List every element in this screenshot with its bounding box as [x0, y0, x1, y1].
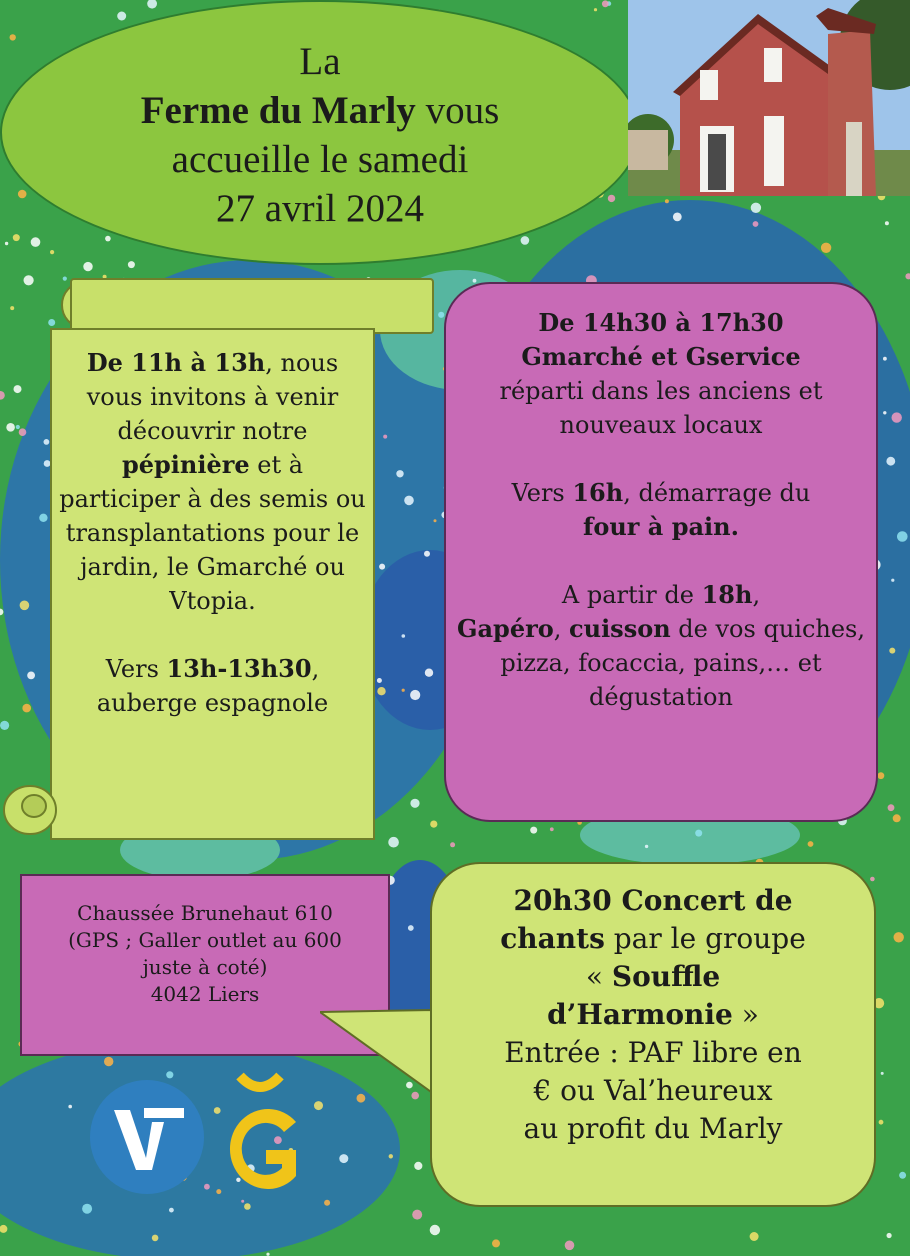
- address-line-4: 4042 Liers: [150, 982, 260, 1006]
- confetti-dot: [19, 428, 27, 436]
- title-line-1: La: [299, 39, 341, 83]
- address-line-2: (GPS ; Galler outlet au 600: [68, 928, 342, 952]
- confetti-dot: [550, 827, 554, 831]
- confetti-dot: [383, 435, 387, 439]
- confetti-dot: [22, 704, 31, 713]
- group-name-b: [442, 996, 864, 1034]
- confetti-dot: [18, 190, 27, 199]
- title-line-2: [141, 86, 500, 135]
- morning-activity: [58, 346, 367, 618]
- confetti-dot: [20, 601, 30, 611]
- confetti-dot: [430, 821, 437, 828]
- confetti-dot: [152, 1235, 159, 1242]
- confetti-dot: [414, 1162, 422, 1170]
- confetti-dot: [887, 1233, 892, 1238]
- lunch-prefix: Vers: [105, 655, 167, 683]
- confetti-dot: [44, 439, 50, 445]
- confetti-dot: [870, 877, 875, 882]
- concert-bubble: [430, 862, 876, 1207]
- confetti-dot: [244, 1203, 251, 1210]
- confetti-dot: [105, 236, 111, 242]
- confetti-dot: [388, 837, 399, 848]
- confetti-dot: [14, 385, 22, 393]
- confetti-dot: [425, 669, 433, 677]
- morning-text-b: et à participer à des semis ou transplantations pour le jardin, le Gmarché ou Vtopia.: [59, 451, 366, 615]
- vtopia-v-logo-icon: [88, 1078, 206, 1196]
- afternoon-time-text: De 14h30 à 17h30: [538, 308, 784, 337]
- confetti-dot: [899, 1172, 906, 1179]
- address-line-1: Chaussée Brunehaut 610: [77, 901, 333, 925]
- confetti-dot: [602, 0, 609, 7]
- confetti-dot: [389, 1154, 393, 1158]
- scroll-curl-bottom: [0, 782, 60, 842]
- market-title-text: Gmarché et Gservice: [521, 342, 801, 371]
- evening-info: [456, 578, 866, 714]
- confetti-dot: [608, 195, 615, 202]
- confetti-dot: [402, 689, 405, 692]
- confetti-dot: [412, 1210, 422, 1220]
- confetti-dot: [878, 772, 885, 779]
- confetti-dot: [117, 12, 126, 21]
- confetti-dot: [673, 213, 682, 222]
- confetti-dot: [750, 1232, 759, 1241]
- confetti-dot: [10, 34, 16, 40]
- quote-close: »: [732, 998, 759, 1031]
- lunch-text: auberge espagnole: [96, 689, 329, 717]
- morning-text-a: , nous vous invitons à venir découvrir notre: [86, 349, 339, 445]
- confetti-dot: [883, 357, 887, 361]
- confetti-dot: [83, 262, 92, 271]
- confetti-dot: [402, 634, 406, 638]
- confetti-dot: [50, 250, 54, 254]
- confetti-dot: [886, 457, 895, 466]
- title-line-3: accueille le samedi: [171, 137, 469, 181]
- confetti-dot: [891, 579, 894, 582]
- concert-headline-b: [442, 920, 864, 958]
- confetti-dot: [241, 1200, 244, 1203]
- morning-scroll: [50, 328, 375, 840]
- lunch-suffix: ,: [311, 655, 320, 683]
- afternoon-box: [444, 282, 878, 822]
- confetti-dot: [753, 221, 759, 227]
- title-line-2-rest: vous: [415, 88, 500, 132]
- confetti-dot: [450, 842, 455, 847]
- confetti-dot: [5, 242, 8, 245]
- confetti-dot: [881, 1072, 884, 1075]
- confetti-dot: [13, 234, 20, 241]
- confetti-dot: [883, 411, 886, 414]
- confetti-dot: [27, 672, 35, 680]
- apero-word: Gapéro: [456, 614, 554, 643]
- farm-house-photo: [628, 0, 910, 196]
- evening-suffix: ,: [752, 581, 761, 609]
- event-date: 27 avril 2024: [216, 186, 424, 230]
- confetti-dot: [473, 279, 477, 283]
- pepiniere-word: pépinière: [121, 450, 250, 479]
- confetti-dot: [645, 845, 648, 848]
- confetti-dot: [266, 1253, 269, 1256]
- oven-info: [456, 476, 866, 544]
- confetti-dot: [377, 678, 382, 683]
- oven-mid: , démarrage du: [623, 479, 811, 507]
- confetti-dot: [377, 687, 385, 695]
- concert-entry: Entrée : PAF libre en: [504, 1036, 802, 1069]
- concert-chants: chants: [500, 922, 605, 955]
- confetti-dot: [492, 1239, 500, 1247]
- confetti-dot: [665, 199, 669, 203]
- oven-prefix: Vers: [511, 479, 573, 507]
- evening-sep: ,: [553, 615, 569, 643]
- confetti-dot: [6, 423, 15, 432]
- confetti-dot: [521, 236, 530, 245]
- gmarche-g-logo-icon: [212, 1072, 308, 1198]
- evening-time: 18h: [701, 580, 753, 609]
- afternoon-time: [456, 306, 866, 340]
- confetti-dot: [888, 804, 895, 811]
- concert-headline-a: [442, 882, 864, 920]
- confetti-dot: [16, 425, 20, 429]
- group-name-b-text: d’Harmonie: [547, 998, 733, 1031]
- confetti-dot: [897, 531, 908, 542]
- confetti-dot: [695, 830, 702, 837]
- market-title: [456, 340, 866, 374]
- confetti-dot: [751, 203, 761, 213]
- confetti-dot: [39, 514, 47, 522]
- confetti-dot: [410, 799, 419, 808]
- confetti-dot: [530, 827, 537, 834]
- confetti-dot: [879, 1120, 884, 1125]
- confetti-dot: [68, 1105, 72, 1109]
- scroll-top-roll: [70, 278, 434, 334]
- lunch-time: 13h-13h30: [166, 654, 312, 683]
- confetti-dot: [408, 925, 414, 931]
- concert-by-group: par le groupe: [604, 922, 806, 955]
- confetti-dot: [893, 814, 901, 822]
- confetti-dot: [438, 312, 444, 318]
- confetti-dot: [396, 470, 403, 477]
- confetti-dot: [10, 306, 14, 310]
- confetti-dot: [430, 1225, 440, 1235]
- confetti-dot: [424, 551, 430, 557]
- confetti-dot: [314, 1101, 323, 1110]
- address-line-3: juste à coté): [142, 955, 268, 979]
- confetti-dot: [0, 721, 9, 730]
- confetti-dot: [434, 519, 437, 522]
- confetti-dot: [404, 496, 414, 506]
- confetti-dot: [128, 261, 135, 268]
- confetti-dot: [808, 841, 814, 847]
- confetti-dot: [82, 1204, 92, 1214]
- cuisson-word: cuisson: [569, 614, 671, 643]
- confetti-dot: [565, 1241, 575, 1251]
- confetti-dot: [169, 1208, 174, 1213]
- confetti-dot: [339, 1154, 348, 1163]
- confetti-dot: [821, 243, 831, 253]
- confetti-dot: [24, 275, 34, 285]
- oven-text: four à pain.: [583, 512, 739, 541]
- concert-headline-a-text: 20h30 Concert de: [513, 884, 793, 917]
- oven-time: 16h: [572, 478, 624, 507]
- concert-currency: € ou Val’heureux: [533, 1074, 773, 1107]
- morning-time: De 11h à 13h: [86, 348, 266, 377]
- confetti-dot: [594, 8, 597, 11]
- venue-name: Ferme du Marly: [140, 88, 416, 132]
- group-name-a-text: Souffle: [611, 960, 721, 993]
- cuisson-text: de vos quiches, pizza, focaccia, pains,… et dégustation: [500, 615, 865, 711]
- lunch-info: [58, 652, 367, 720]
- quote-open: «: [585, 960, 612, 993]
- confetti-dot: [104, 1057, 113, 1066]
- confetti-dot: [48, 319, 55, 326]
- concert-profit: au profit du Marly: [523, 1112, 783, 1145]
- confetti-dot: [889, 648, 895, 654]
- confetti-dot: [31, 237, 41, 247]
- title-oval: [0, 0, 640, 265]
- confetti-dot: [410, 690, 420, 700]
- confetti-dot: [379, 564, 385, 570]
- group-name-a: [442, 958, 864, 996]
- confetti-dot: [324, 1200, 330, 1206]
- confetti-dot: [892, 412, 902, 422]
- confetti-dot: [885, 221, 889, 225]
- confetti-dot: [894, 932, 904, 942]
- evening-prefix: A partir de: [561, 581, 702, 609]
- market-text: réparti dans les anciens et nouveaux locaux: [499, 377, 823, 439]
